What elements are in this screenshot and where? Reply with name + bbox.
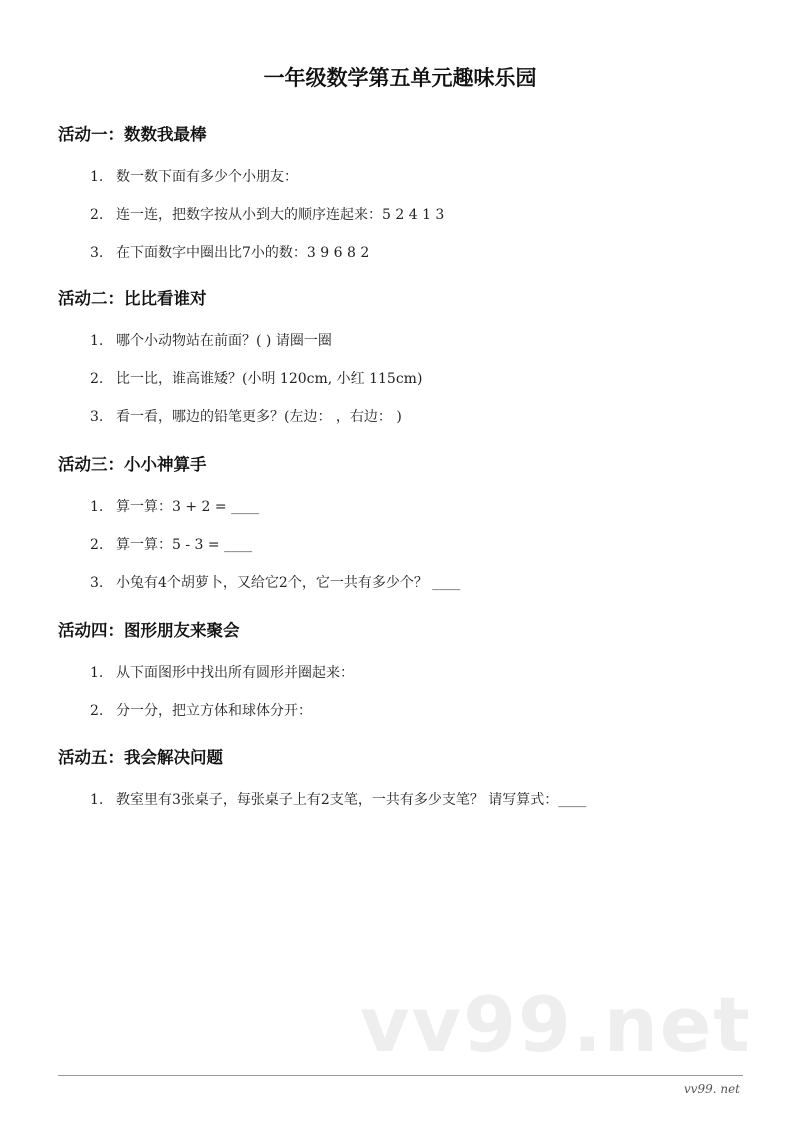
item-number: 1. [90,333,104,349]
list-item [58,536,758,554]
list-item [58,408,758,426]
footer-divider [58,1075,743,1076]
item-number: 3. [90,409,104,425]
item-number: 1. [90,169,104,185]
list-item [58,206,758,224]
list-item [58,664,758,682]
footer-site-label: vv99. net [683,1082,740,1096]
item-number: 1. [90,499,104,515]
item-text: 数一数下面有多少个小朋友： [116,169,298,185]
item-text: 算一算：5 - 3 = ____ [116,537,253,553]
item-number: 3. [90,575,104,591]
item-text: 比一比，谁高谁矮？(小明 120cm, 小红 115cm) [116,371,423,387]
section-activity-2 [58,288,758,446]
list-item [58,244,758,262]
item-text: 哪个小动物站在前面？( ) 请圈一圈 [116,333,332,349]
section-title: 活动五：我会解决问题 [58,748,223,767]
item-number: 1. [90,792,104,808]
item-text: 看一看，哪边的铅笔更多？(左边： ，右边： ) [116,409,402,425]
section-title: 活动三：小小神算手 [58,455,207,474]
item-number: 2. [90,537,104,553]
section-activity-5 [58,747,758,829]
section-title: 活动一：数数我最棒 [58,125,207,144]
list-item [58,791,758,809]
item-text: 在下面数字中圈出比7小的数：3 9 6 8 2 [116,245,370,261]
section-title: 活动二：比比看谁对 [58,289,207,308]
section-activity-3 [58,454,758,612]
item-text: 分一分，把立方体和球体分开： [116,703,312,719]
item-text: 教室里有3张桌子，每张桌子上有2支笔，一共有多少支笔？ 请写算式：____ [116,792,587,808]
page-title: 一年级数学第五单元趣味乐园 [263,66,537,90]
list-item [58,574,758,592]
item-number: 2. [90,371,104,387]
list-item [58,168,758,186]
item-number: 2. [90,703,104,719]
watermark: vv99.net [360,980,752,1069]
section-activity-4 [58,620,758,740]
item-number: 2. [90,207,104,223]
item-text: 连一连，把数字按从小到大的顺序连起来：5 2 4 1 3 [116,207,445,223]
list-item [58,332,758,350]
item-text: 从下面图形中找出所有圆形并圈起来： [116,665,354,681]
item-text: 算一算：3 + 2 = ____ [116,499,260,515]
list-item [58,370,758,388]
section-activity-1 [58,124,758,282]
item-number: 3. [90,245,104,261]
item-number: 1. [90,665,104,681]
list-item [58,498,758,516]
item-text: 小兔有4个胡萝卜，又给它2个，它一共有多少个？ ____ [116,575,461,591]
section-title: 活动四：图形朋友来聚会 [58,621,240,640]
list-item [58,702,758,720]
